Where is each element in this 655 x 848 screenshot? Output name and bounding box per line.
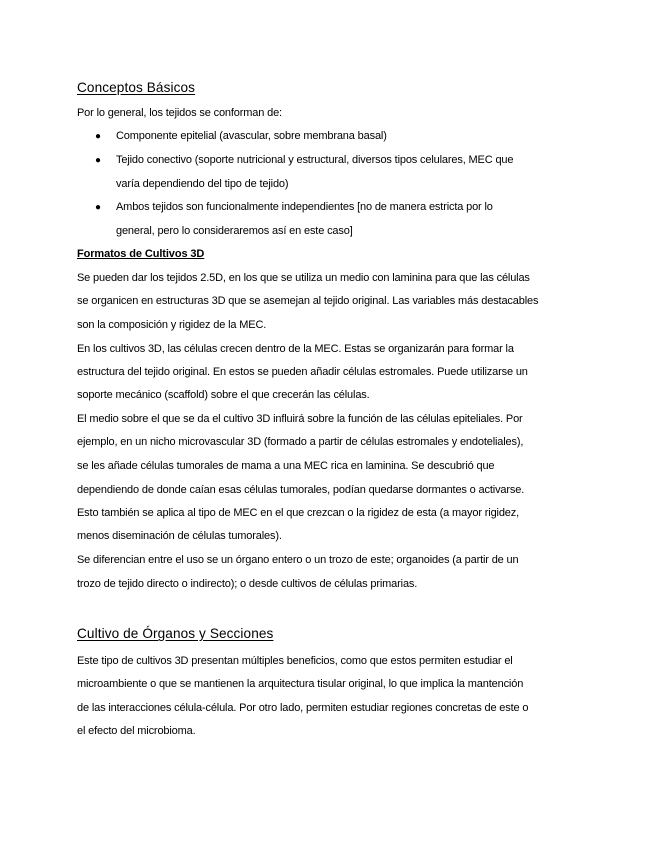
bullet-item-line: Ambos tejidos son funcionalmente independientes [no de manera estricta por lo [116, 201, 493, 213]
paragraph-line: se les añade células tumorales de mama a una MEC rica en laminina. Se descubrió que [77, 460, 495, 472]
section-heading-cultivo-organos: Cultivo de Órganos y Secciones [77, 626, 274, 641]
paragraph-line: Se pueden dar los tejidos 2.5D, en los que se utiliza un medio con laminina para que las células [77, 272, 530, 284]
section-heading-conceptos-basicos: Conceptos Básicos [77, 80, 196, 95]
subheading-formatos-cultivos-3d: Formatos de Cultivos 3D [77, 248, 205, 260]
paragraph-line: dependiendo de donde caían esas células tumorales, podían quedarse dormantes o activarse. [77, 484, 525, 496]
paragraph-line: microambiente o que se mantienen la arquitectura tisular original, lo que implica la mantención [77, 678, 524, 690]
bullet-item-line: Componente epitelial (avascular, sobre membrana basal) [116, 130, 387, 142]
paragraph-line: trozo de tejido directo o indirecto); o desde cultivos de células primarias. [77, 578, 418, 590]
bullet-marker: ● [95, 131, 102, 142]
bullet-marker: ● [95, 202, 102, 213]
paragraph-line: soporte mecánico (scaffold) sobre el que crecerán las células. [77, 389, 370, 401]
paragraph-line: ejemplo, en un nicho microvascular 3D (formado a partir de células estromales y endoteliales), [77, 436, 524, 448]
bullet-item-line: Tejido conectivo (soporte nutricional y estructural, diversos tipos celulares, MEC que [116, 154, 514, 166]
bullet-item-line: general, pero lo consideraremos así en este caso] [116, 225, 353, 237]
paragraph-line: estructura del tejido original. En estos se pueden añadir células estromales. Puede utilizarse un [77, 366, 528, 378]
paragraph-line: Se diferencian entre el uso se un órgano entero o un trozo de este; organoides (a partir de un [77, 554, 519, 566]
paragraph-line: de las interacciones célula-célula. Por otro lado, permiten estudiar regiones concretas de este o [77, 702, 529, 714]
paragraph-line: menos diseminación de células tumorales). [77, 530, 282, 542]
intro-line: Por lo general, los tejidos se conforman de: [77, 107, 282, 119]
bullet-marker: ● [95, 155, 102, 166]
paragraph-line: En los cultivos 3D, las células crecen dentro de la MEC. Estas se organizarán para formar la [77, 343, 514, 355]
paragraph-line: son la composición y rigidez de la MEC. [77, 319, 267, 331]
paragraph-line: el efecto del microbioma. [77, 725, 196, 737]
paragraph-line: Este tipo de cultivos 3D presentan múltiples beneficios, como que estos permiten estudiar el [77, 655, 513, 667]
paragraph-line: El medio sobre el que se da el cultivo 3D influirá sobre la función de las células epiteliales. Por [77, 413, 523, 425]
bullet-item-line: varía dependiendo del tipo de tejido) [116, 178, 289, 190]
paragraph-line: Esto también se aplica al tipo de MEC en el que crezcan o la rigidez de esta (a mayor rigidez, [77, 507, 520, 519]
paragraph-line: se organicen en estructuras 3D que se asemejan al tejido original. Las variables más destacables [77, 295, 539, 307]
